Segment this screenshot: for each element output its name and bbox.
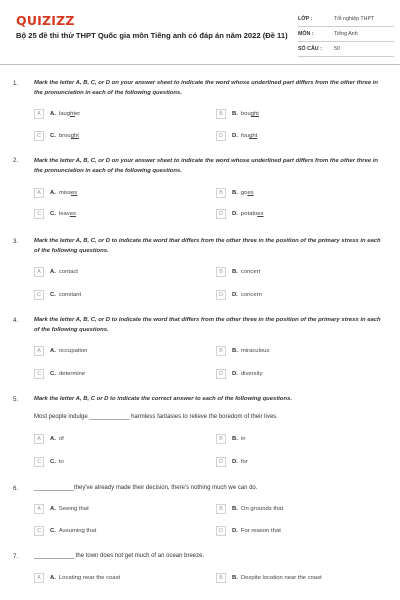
option-letter-box: A bbox=[34, 573, 44, 583]
option-b[interactable] bbox=[216, 109, 259, 119]
option-label: B. bbox=[232, 506, 238, 512]
option-text: Seeing that bbox=[58, 506, 89, 512]
option-label: D. bbox=[232, 133, 238, 139]
option-letter-box: A bbox=[34, 504, 44, 514]
option-b[interactable] bbox=[216, 434, 246, 444]
option-label: A. bbox=[50, 506, 56, 512]
option-label: C. bbox=[50, 459, 56, 465]
meta-row-question-count bbox=[298, 42, 394, 57]
option-letter-box: A bbox=[34, 188, 44, 198]
option-d[interactable] bbox=[216, 290, 262, 300]
option-text: for bbox=[240, 459, 248, 465]
option-text: potatoes bbox=[240, 211, 264, 217]
option-label: A. bbox=[50, 190, 56, 196]
option-text: Locating near the coast bbox=[58, 575, 121, 581]
option-c[interactable] bbox=[34, 526, 96, 536]
option-a[interactable] bbox=[34, 346, 87, 356]
option-text: concert bbox=[240, 269, 261, 275]
header-divider bbox=[0, 64, 400, 65]
option-label: B. bbox=[232, 111, 238, 117]
option-label: B. bbox=[232, 436, 238, 442]
option-letter-box: B bbox=[216, 573, 226, 583]
option-label: A. bbox=[50, 436, 56, 442]
option-text: misses bbox=[58, 190, 78, 196]
option-text: fought bbox=[240, 133, 258, 139]
option-letter-box: C bbox=[34, 209, 44, 219]
option-letter-box: D bbox=[216, 369, 226, 379]
option-a[interactable] bbox=[34, 267, 78, 277]
question-prompt: Mark the letter A, B, C, or D to indicate the word that differs from the other three in the position of the primary stress in each of the following questions. bbox=[34, 317, 381, 333]
option-text: determine bbox=[58, 371, 86, 377]
question-number: 1. bbox=[13, 80, 19, 87]
option-d[interactable] bbox=[216, 457, 248, 467]
question-sentence: ____________ the town does not get much of an ocean breeze. bbox=[34, 553, 205, 559]
meta-value: 50 bbox=[334, 46, 340, 52]
option-a[interactable] bbox=[34, 109, 80, 119]
question-number: 2. bbox=[13, 157, 19, 164]
option-a[interactable] bbox=[34, 573, 120, 583]
meta-value: Tốt nghiệp THPT bbox=[334, 16, 375, 22]
option-letter-box: B bbox=[216, 346, 226, 356]
option-b[interactable] bbox=[216, 573, 322, 583]
option-letter-box: A bbox=[34, 434, 44, 444]
option-b[interactable] bbox=[216, 188, 254, 198]
option-text: diversity bbox=[240, 371, 263, 377]
option-text: occupation bbox=[58, 348, 88, 354]
option-d[interactable] bbox=[216, 209, 264, 219]
option-c[interactable] bbox=[34, 131, 79, 141]
option-letter-box: A bbox=[34, 109, 44, 119]
option-letter-box: C bbox=[34, 457, 44, 467]
question-number: 3. bbox=[13, 238, 19, 245]
option-label: D. bbox=[232, 292, 238, 298]
option-d[interactable] bbox=[216, 526, 281, 536]
option-text: miraculous bbox=[240, 348, 270, 354]
option-text: goes bbox=[240, 190, 254, 196]
meta-key: LỚP : bbox=[298, 16, 313, 22]
option-text: laughter bbox=[58, 111, 81, 117]
option-letter-box: D bbox=[216, 209, 226, 219]
meta-key: SỐ CÂU : bbox=[298, 46, 322, 52]
option-text: Assuming that bbox=[58, 528, 97, 534]
option-letter-box: C bbox=[34, 526, 44, 536]
option-c[interactable] bbox=[34, 290, 81, 300]
option-label: C. bbox=[50, 371, 56, 377]
option-text: of bbox=[58, 436, 64, 442]
meta-row-class bbox=[298, 12, 394, 27]
option-d[interactable] bbox=[216, 369, 263, 379]
question-sentence: Most people indulge ____________ harmless fantasies to relieve the boredom of their lives. bbox=[34, 414, 278, 420]
question-prompt: Mark the letter A, B, C, or D on your answer sheet to indicate the word whose underlined part differs from the other three in the pronunciation in each of the following questions. bbox=[34, 158, 379, 174]
option-c[interactable] bbox=[34, 457, 64, 467]
option-letter-box: C bbox=[34, 131, 44, 141]
option-text: in bbox=[240, 436, 246, 442]
option-b[interactable] bbox=[216, 504, 283, 514]
meta-key: MÔN : bbox=[298, 31, 314, 37]
option-label: D. bbox=[232, 459, 238, 465]
option-label: B. bbox=[232, 575, 238, 581]
option-label: B. bbox=[232, 269, 238, 275]
option-text: Despite location near the coast bbox=[240, 575, 322, 581]
option-d[interactable] bbox=[216, 131, 257, 141]
document-title: Bộ 25 đề thi thử THPT Quốc gia môn Tiếng anh có đáp án năm 2022 (Đề 11) bbox=[16, 31, 288, 40]
option-letter-box: D bbox=[216, 290, 226, 300]
question-sentence: ____________they've already made their decision, there's nothing much we can do. bbox=[34, 485, 258, 491]
option-letter-box: A bbox=[34, 267, 44, 277]
option-text: concern bbox=[240, 292, 262, 298]
option-b[interactable] bbox=[216, 346, 269, 356]
option-letter-box: B bbox=[216, 504, 226, 514]
option-letter-box: C bbox=[34, 369, 44, 379]
option-label: C. bbox=[50, 292, 56, 298]
option-label: D. bbox=[232, 211, 238, 217]
option-text: bought bbox=[240, 111, 259, 117]
option-letter-box: B bbox=[216, 188, 226, 198]
option-label: C. bbox=[50, 133, 56, 139]
option-label: A. bbox=[50, 111, 56, 117]
question-number: 6. bbox=[13, 485, 19, 492]
option-text: constant bbox=[58, 292, 82, 298]
option-label: A. bbox=[50, 269, 56, 275]
meta-row-subject bbox=[298, 27, 394, 42]
question-number: 5. bbox=[13, 396, 19, 403]
option-letter-box: B bbox=[216, 267, 226, 277]
question-prompt: Mark the letter A, B, C, or D to indicate the word that differs from the other three in the position of the primary stress in each of the following questions. bbox=[34, 238, 381, 254]
question-prompt: Mark the letter A, B, C, or D on your answer sheet to indicate the word whose underlined part differs from the other three in the pronunciation in each of the following questions. bbox=[34, 80, 379, 96]
option-label: A. bbox=[50, 575, 56, 581]
option-text: brought bbox=[58, 133, 79, 139]
option-letter-box: C bbox=[34, 290, 44, 300]
question-number: 7. bbox=[13, 553, 19, 560]
option-letter-box: D bbox=[216, 131, 226, 141]
option-label: B. bbox=[232, 348, 238, 354]
option-label: C. bbox=[50, 528, 56, 534]
option-label: C. bbox=[50, 211, 56, 217]
worksheet-meta bbox=[298, 12, 394, 57]
option-text: On grounds that bbox=[240, 506, 284, 512]
question-prompt: Mark the letter A, B, C or D to indicate the correct answer to each of the following questions. bbox=[34, 396, 293, 402]
option-letter-box: D bbox=[216, 526, 226, 536]
option-b[interactable] bbox=[216, 267, 260, 277]
option-text: to bbox=[58, 459, 64, 465]
option-a[interactable] bbox=[34, 434, 64, 444]
option-label: D. bbox=[232, 528, 238, 534]
option-text: leaves bbox=[58, 211, 76, 217]
question-number: 4. bbox=[13, 317, 19, 324]
option-text: For reason that bbox=[240, 528, 281, 534]
option-a[interactable] bbox=[34, 188, 77, 198]
option-text: contact bbox=[58, 269, 78, 275]
option-label: A. bbox=[50, 348, 56, 354]
option-a[interactable] bbox=[34, 504, 89, 514]
quizizz-logo: QUIZIZZ bbox=[16, 13, 75, 28]
option-c[interactable] bbox=[34, 209, 76, 219]
option-letter-box: D bbox=[216, 457, 226, 467]
option-c[interactable] bbox=[34, 369, 85, 379]
option-label: D. bbox=[232, 371, 238, 377]
option-letter-box: B bbox=[216, 434, 226, 444]
option-letter-box: A bbox=[34, 346, 44, 356]
option-label: B. bbox=[232, 190, 238, 196]
option-letter-box: B bbox=[216, 109, 226, 119]
meta-value: Tiếng Anh bbox=[334, 31, 358, 37]
